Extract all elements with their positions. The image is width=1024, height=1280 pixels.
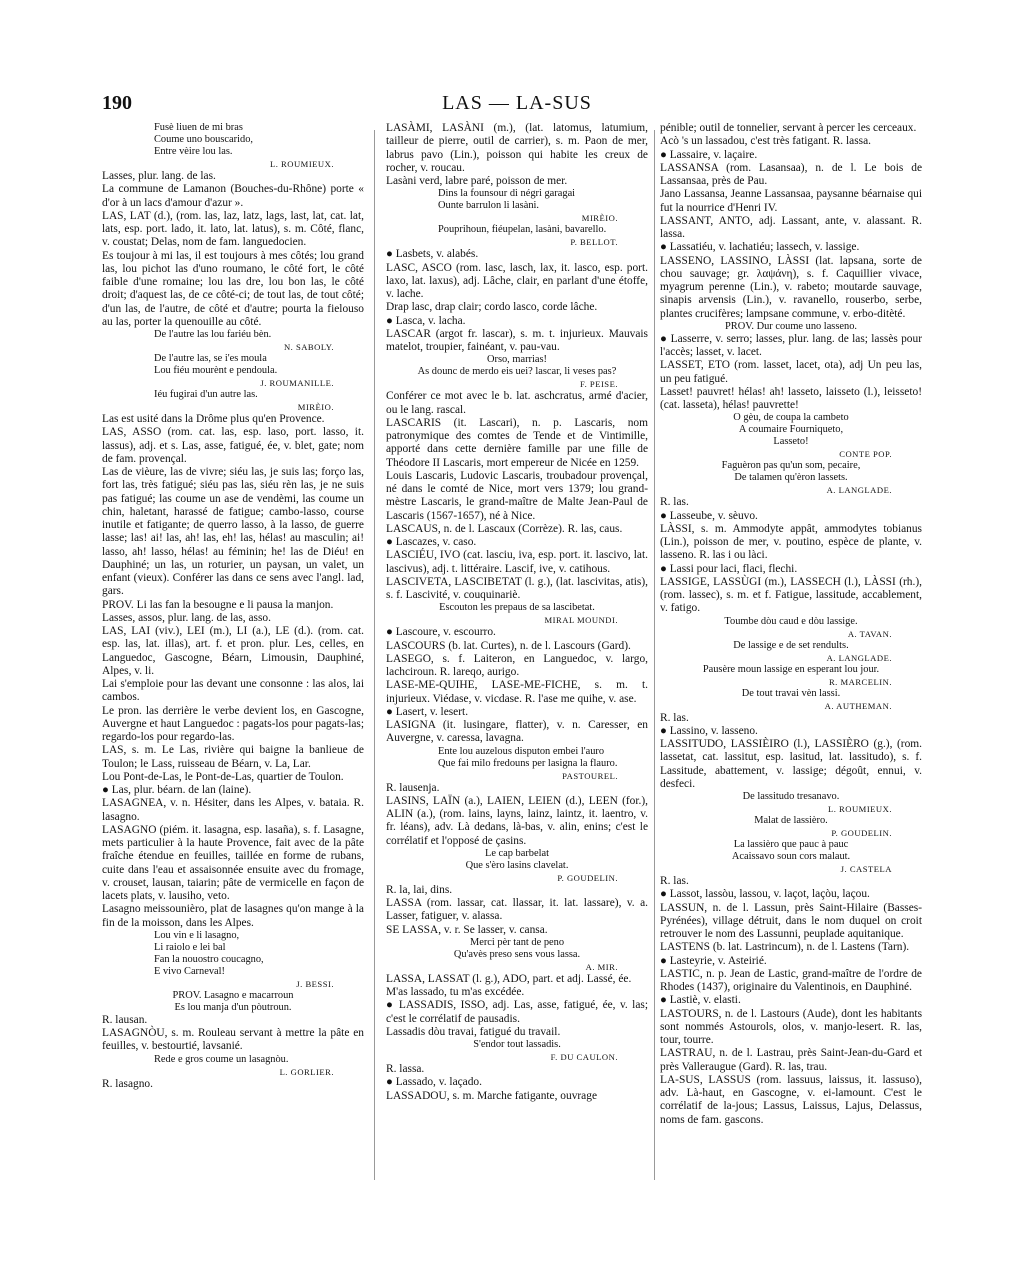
verse-line: O gèu, de coupa la cambeto xyxy=(733,412,849,424)
verse-line: De lassitudo tresanavo. xyxy=(742,791,840,802)
entry-paragraph: Conférer ce mot avec le b. lat. aschcratus, armé d'acier, ou le lang. rascal. xyxy=(386,390,648,416)
entry-paragraph: ● Lascazes, v. caso. xyxy=(386,536,477,548)
entry-paragraph: Lasagno meissounièro, plat de lasagnes qu'on mange à la fin de la moisson, dans les Alpes. xyxy=(102,903,364,929)
citation-author: L. GORLIER. xyxy=(279,1066,334,1077)
citation-author: J. CASTELA xyxy=(840,864,892,874)
entry-paragraph: ● Lascoure, v. escourro. xyxy=(386,626,496,639)
entry-paragraph: ● Lasert, v. lesert. xyxy=(386,705,469,718)
entry-paragraph: LASEGO, s. f. Laiteron, en Languedoc, v. largo, lachciroun. R. lareqo, aurigo. xyxy=(386,652,648,678)
verse-line: Malat de lassièro. xyxy=(754,815,828,826)
entry-paragraph: LASTIC, n. p. Jean de Lastic, grand-maître de l'ordre de Rhodes (1437), originaire du Valentinois, en Dauphiné. xyxy=(660,967,922,993)
entry-paragraph: pénible; outil de tonnelier, servant à percer les cerceaux. xyxy=(660,122,917,134)
entry-paragraph: LASSA (rom. lassar, cat. llassar, it. lat. lassare), v. a. Lasser, fatiguer, v. alassa. xyxy=(386,897,648,923)
entry-paragraph: R. las. xyxy=(660,496,689,509)
verse-line: Ounte barrulon li lasàni. xyxy=(438,200,539,212)
citation-author: MIRÈIO. xyxy=(297,402,334,412)
citation-author: R. MARCELIN. xyxy=(828,676,892,687)
entry-paragraph: Jano Lassansa, Jeanne Lassansaa, paysanne béarnaise qui fut la nourrice d'Henri IV. xyxy=(660,188,922,214)
entry-paragraph: LASCIÉU, IVO (cat. lasciu, iva, esp. port. it. lascivo, lat. lascivus), adj. t. littéraire. Lascif, ive, v. catihous. xyxy=(386,549,648,575)
verse-line: Lasseto! xyxy=(773,436,809,448)
entry-paragraph: R. lassa. xyxy=(386,1063,425,1075)
entry-paragraph: ● Lassado, v. laçado. xyxy=(386,1076,482,1089)
verse-line: Que fai milo fredouns per lasigna la flauro. xyxy=(438,757,618,769)
citation-author: N. SABOLY. xyxy=(283,342,334,352)
entry-paragraph: LA-SUS, LASSUS (rom. lassuus, laissus, it. lassuso), adv. Là-haut, en Gascogne, v. ei-lamount. C'est le corrélatif de la-jous; Lassus, Laissus, Lajus, Delassus, noms de fam. gascons. xyxy=(660,1073,922,1126)
entry-paragraph: LASIGNA (it. lusingare, flatter), v. n. Caresser, en Auvergne, v. caressa, lavagna. xyxy=(386,719,648,745)
verse-line: As dounc de merdo eis uei? lascar, li veses pas? xyxy=(417,366,617,378)
verse-line: A coumaire Fourniqueto, xyxy=(738,424,844,436)
entry-paragraph: Lou Pont-de-Las, le Pont-de-Las, quartier de Toulon. xyxy=(102,770,344,783)
verse-line: La lassièro que pauc à pauc xyxy=(733,839,849,850)
citation-author: MIRAL MOUNDI. xyxy=(544,615,618,626)
verse-line: Lou vin e li lasagno, xyxy=(154,929,240,941)
verse-line: Merci pèr tant de peno xyxy=(469,936,565,948)
entry-paragraph: ● Lasteyrie, v. Asteirié. xyxy=(660,954,767,967)
column-rule-right xyxy=(654,130,655,1180)
entry-paragraph: ● Lasserre, v. serro; lasses, plur. lang. de las; lassès pour l'accès; lasset, v. lacet. xyxy=(660,332,922,358)
citation-author: P. GOUDELIN. xyxy=(557,872,618,883)
verse-line: Ente lou auzelous disputon embei l'auro xyxy=(438,745,605,757)
verse-line: Lou fiéu mourènt e pendoula. xyxy=(154,365,278,376)
verse-line: Pausère moun lassige en esperant lou jour. xyxy=(702,663,880,675)
entry-paragraph: R. las. xyxy=(660,711,689,724)
column-left xyxy=(102,122,364,1091)
verse-line: Pouprihoun, fiéupelan, lasàni, bavarello. xyxy=(438,224,607,236)
verse-line: Faguèron pas qu'un som, pecaire, xyxy=(721,460,861,472)
entry-paragraph: R. lasagno. xyxy=(102,1077,153,1090)
entry-paragraph: ● Lasbets, v. alabés. xyxy=(386,248,479,261)
citation-author: A. LANGLADE. xyxy=(826,485,892,496)
entry-paragraph: LAS, s. m. Le Las, rivière qui baigne la banlieue de Toulon; le Lass, ruisseau de Béarn, v. La, Lar. xyxy=(102,744,364,770)
entry-paragraph: LASTOURS, n. de l. Lastours (Aude), dont les habitants sont nommés Astourols, olos, v. manjo-lesert. R. las, tour, tourre. xyxy=(660,1007,922,1046)
entry-paragraph: LASÀMI, LASÀNI (m.), (lat. latomus, latumium, tailleur de pierre, outil de carrier), s. m. Paon de mer, labrus pavo (Lin.), poisson qui habite les creux de rocher, v. roucau. xyxy=(386,122,648,174)
verse-line: De l'autre las, se i'es moula xyxy=(154,353,267,364)
verse-line: Fan la nouostro coucagno, xyxy=(154,953,264,965)
entry-paragraph: LAS, ASSO (rom. cat. las, esp. laso, port. lasso, it. lassus), adj. et s. Las, asse, fatigué, ée, v. blet, gate; nom de fam. provençal. xyxy=(102,426,364,465)
column-right xyxy=(660,122,922,1127)
entry-paragraph: La commune de Lamanon (Bouches-du-Rhône) porte « d'or à un lacs d'amour d'azur ». xyxy=(102,183,364,209)
citation-author: MIRÈIO. xyxy=(581,213,618,224)
verse-line: De l'autre las lou fariéu bèn. xyxy=(154,329,272,340)
verse-line: E vivo Carneval! xyxy=(154,965,225,977)
column-rule-left xyxy=(374,130,375,1180)
citation-author: A. MIR. xyxy=(585,961,618,972)
entry-paragraph: LASAGNEA, v. n. Hésiter, dans les Alpes, v. bataia. R. lasagno. xyxy=(102,797,364,823)
verse-line: Toumbe dòu caud e dòu lassige. xyxy=(724,615,858,627)
entry-paragraph: ● Lasca, v. lacha. xyxy=(386,314,466,327)
citation-author: F. DU CAULON. xyxy=(550,1052,618,1062)
entry-paragraph: Lasses, assos, plur. lang. de las, asso. xyxy=(102,611,271,624)
entry-paragraph: ● Lassi pour laci, flaci, flechi. xyxy=(660,562,798,575)
entry-paragraph: LAS, LAT (d.), (rom. las, laz, latz, lags, last, lat, cat. lat, lats, esp. port. lado, it. lato, lat. latus), s. m. Côté, flanc, v. coustat; Delas, nom de fam. languedocien. xyxy=(102,209,364,249)
citation-author: L. ROUMIEUX. xyxy=(269,159,334,169)
entry-paragraph: Es toujour à mi las, il est toujours à mes côtés; lou grand las, lou pichot las d'uno roumano, le côté fort, le côté faible d'une romaine; lou las dre, lou bon las, le côté droit; d'aquest las, de ce côté-ci; de tout las, de tout côté; d'un las, de l'autre, de côté et d'autre; pourta la fielouso au las, porter la quenouille au côté. xyxy=(102,249,364,328)
page-number: 190 xyxy=(102,92,132,114)
verse-line: Le cap barbelat xyxy=(484,847,550,859)
running-title: LAS — LA-SUS xyxy=(442,92,592,114)
citation-author: A. TAVAN. xyxy=(847,628,892,639)
entry-paragraph: LASSUN, n. de l. Lassun, près Saint-Hilaire (Basses-Pyrénées), village détruit, dans le nom duquel on croit retrouver le nom des Lassunni, peuplade aquitanique. xyxy=(660,901,922,940)
verse-line: Qu'avès preso sens vous lassa. xyxy=(453,948,581,960)
entry-paragraph: LASINS, LAÏN (a.), LAIEN, LEIEN (d.), LEEN (for.), ALIN (a.), (rom. lains, layns, lainz, laintz, it. laentro, v. fr. léans), adv. Là dedans, là-bas, v. alin, enins; c'est le corrélatif et l'opposé de çasins. xyxy=(386,794,648,847)
entry-paragraph: ● Lasseube, v. sèuvo. xyxy=(660,509,758,522)
entry-paragraph: Drap lasc, drap clair; cordo lasco, corde lâche. xyxy=(386,301,598,314)
verse-line: Entre vèire lou las. xyxy=(154,146,233,157)
citation-author: J. BESSI. xyxy=(296,978,334,989)
verse-line: Coume uno bouscarido, xyxy=(154,134,253,145)
verse-line: Fusè liuen de mi bras xyxy=(154,122,243,133)
entry-paragraph: M'as lassado, tu m'as excédée. xyxy=(386,986,525,998)
entry-paragraph: LASSITUDO, LASSIÈIRO (l.), LASSIÈRO (g.), (rom. lassetat, cat. lassitut, esp. lasitud, lat. lassitudo), s. f. Lassitude, abattement, v. lassige; dégoût, ennui, v. desfeci. xyxy=(660,738,922,790)
entry-paragraph: Lassadis dòu travai, fatigué du travail. xyxy=(386,1025,561,1038)
entry-paragraph: ● Lassino, v. lasseno. xyxy=(660,724,758,737)
entry-paragraph: R. las. xyxy=(660,875,689,887)
entry-paragraph: LÀSSI, s. m. Ammodyte appât, ammodytes tobianus (Lin.), poisson de mer, v. poutino, espèce de plante, v. lasseno. R. las i ou làci. xyxy=(660,522,922,562)
entry-paragraph: R. lausan. xyxy=(102,1013,148,1026)
citation-author: P. GOUDELIN. xyxy=(831,828,892,838)
entry-paragraph: LASSENO, LASSINO, LÀSSI (lat. lapsana, sorte de chou sauvage; gr. λαψάνη), s. f. Caquillier vivace, myagrum perenne (Lin.), v. rabeto; moutarde sauvage, sinapis arvensis (Lin.), v. ravanello, rouserbo, serbe, plantes crucifères; lampsane commune, v. erbo-ditèté. xyxy=(660,254,922,320)
entry-paragraph: LASCARIS (it. Lascari), n. p. Lascaris, nom patronymique des comtes de Tende et de Vintimille, apporté dans cette dernière famille par une fille de Théodore II Lascaris, mort empereur de Nicée en 1259. xyxy=(386,416,648,469)
entry-paragraph: Acò 's un lassadou, c'est très fatigant. R. lassa. xyxy=(660,135,871,148)
entry-paragraph: Lasses, plur. lang. de las. xyxy=(102,170,216,182)
entry-paragraph: LASSANT, ANTO, adj. Lassant, ante, v. alassant. R. lassa. xyxy=(660,214,922,240)
entry-paragraph: Lai s'emploie pour las devant une consonne : las alos, lai cambos. xyxy=(102,678,364,704)
entry-paragraph: LASCIVETA, LASCIBETAT (l. g.), (lat. lascivitas, atis), s. f. Lascivité, v. couquinariè. xyxy=(386,575,648,601)
entry-paragraph: LASTRAU, n. de l. Lastrau, près Saint-Jean-du-Gard et près Valleraugue (Gard). R. las, trau. xyxy=(660,1047,922,1073)
citation-author: J. ROUMANILLE. xyxy=(260,378,334,388)
entry-paragraph: LAS, LAI (viv.), LEI (m.), LI (a.), LE (d.). (rom. cat. esp. las, lat. illas), art. f. et pron. plur. Les, celles, en Languedoc, Gascogne, Béarn, Limousin, Dauphiné, Alpes, v. li. xyxy=(102,625,364,677)
entry-paragraph: LASSADOU, s. m. Marche fatigante, ouvrage xyxy=(386,1089,597,1102)
verse-line: Orso, marrias! xyxy=(486,354,547,366)
page-header xyxy=(102,92,932,116)
entry-paragraph: LASAGNO (piém. it. lasagna, esp. lasaña), s. f. Lasagne, mets particulier à la haute Provence, fait avec de la pâte fraîche étendue en feuilles, taillée en forme de rubans, cuite dans l'eau et assaisonnée ensuite avec du fromage, v. crouset, lausan, taiarin; pâte de vermicelle en façon de lacets plats, v. lausiho, veto. xyxy=(102,823,364,902)
entry-paragraph: SE LASSA, v. r. Se lasser, v. cansa. xyxy=(386,923,548,936)
entry-paragraph: LASC, ASCO (rom. lasc, lasch, lax, it. lasco, esp. port. laxo, lat. laxus), adj. Lâche, clair, en parlant d'une étoffe, v. lache. xyxy=(386,261,648,300)
entry-paragraph: LASCAR (argot fr. lascar), s. m. t. injurieux. Mauvais matelot, troupier, fainéant, v. pau-vau. xyxy=(386,327,648,353)
entry-paragraph: PROV. Li las fan la besougne e li pausa la manjon. xyxy=(102,598,334,611)
verse-line: De tout travai vèn lassi. xyxy=(741,687,841,699)
citation-author: L. ROUMIEUX. xyxy=(827,804,892,814)
entry-paragraph: ● LASSADIS, ISSO, adj. Las, asse, fatigué, ée, v. las; c'est le corrélatif de pausadis. xyxy=(386,999,648,1025)
entry-paragraph: Las de vièure, las de vivre; siéu las, je suis las; forço las, fort las, très fatigué; siéu pas las, siéu rèn las, je ne suis pas fatigué; las coume un ase de vendèmi, las coume un chin, haletant, harassé de fatigue; cambo-lasso, course inutile et fatigante; de querro lasso, à la lasso, de guerre lasse; las! ai! las, ah! las, eh! las, hélas! au masculin; ai! lasso, ah! lasso, hélas! au féminin; he! las de Diéu! en Dauphiné; un las, un roturier, un paysan, un valet, un enfant (vieux). Conférer las dans ce sens avec l'angl. lad, gars. xyxy=(102,466,364,598)
verse-line: De lassige e de set rendults. xyxy=(733,639,849,651)
entry-paragraph: Lasset! pauvret! hélas! ah! lasseto, laisseto (l.), leisseto! (cat. lasseta), hélas! pauvrette! xyxy=(660,385,922,411)
entry-paragraph: Lasàni verd, labre paré, poisson de mer. xyxy=(386,175,568,187)
column-middle xyxy=(386,122,648,1103)
entry-paragraph: ● Lassaire, v. laçaire. xyxy=(660,148,758,161)
entry-paragraph: ● Lassot, lassòu, lassou, v. laçot, laçòu, laçou. xyxy=(660,888,870,901)
entry-paragraph: LASSIGE, LASSÙGI (m.), LASSECH (l.), LÀSSI (rh.), (rom. lassec), s. m. et f. Fatigue, lassitude, accablement, v. fatigo. xyxy=(660,575,922,615)
citation-author: A. LANGLADE. xyxy=(826,652,892,663)
citation-author: CONTE POP. xyxy=(839,449,892,460)
entry-paragraph: LASTENS (b. lat. Lastrincum), n. de l. Lastens (Tarn). xyxy=(660,941,910,954)
verse-line: PROV. Lasagno e macarroun xyxy=(172,989,294,1001)
citation-author: P. BELLOT. xyxy=(570,237,618,248)
entry-paragraph: LASSA, LASSAT (l. g.), ADO, part. et adj. Lassé, ée. xyxy=(386,972,632,985)
verse-line: Dins la founsour di négri garagai xyxy=(438,188,576,200)
citation-author: A. AUTHEMAN. xyxy=(824,700,892,711)
entry-paragraph: R. la, lai, dins. xyxy=(386,883,453,896)
entry-paragraph: LASCOURS (b. lat. Curtes), n. de l. Lascours (Gard). xyxy=(386,639,631,652)
verse-line: Iéu fugirai d'un autre las. xyxy=(154,389,258,400)
entry-paragraph: Le pron. las derrière le verbe devient los, en Gascogne, Auvergne et haut Languedoc : pagats-los pour pagats-las; regardo-los pour regardo-las. xyxy=(102,704,365,743)
verse-line: Rede e gros coume un lasagnòu. xyxy=(154,1053,289,1065)
entry-paragraph: ● Lastiè, v. elasti. xyxy=(660,994,741,1007)
entry-paragraph: Louis Lascaris, Ludovic Lascaris, troubadour provençal, né dans le comté de Nice, mort vers 1379; lou grand-mèstre Lascaris, le grand-maître de Malte Jean-Paul de Lascaris (1567-1657), né à Nice. xyxy=(386,469,648,522)
entry-paragraph: LASCAUS, n. de l. Lascaux (Corrèze). R. las, caus. xyxy=(386,522,623,535)
citation-author: F. PEISE. xyxy=(580,379,618,390)
entry-paragraph: LASAGNÒU, s. m. Rouleau servant à mettre la pâte en feuilles, v. bestourtié, lavsanié. xyxy=(102,1027,364,1053)
verse-line: S'endor tout lassadis. xyxy=(473,1039,561,1050)
verse-line: Li raiolo e lei bal xyxy=(154,941,226,953)
verse-line: Que s'èro lasins clavelat. xyxy=(465,859,569,871)
verse-line: PROV. Dur coume uno lasseno. xyxy=(725,320,857,332)
verse-line: Escouton les prepaus de sa lascibetat. xyxy=(439,602,595,614)
entry-paragraph: ● Las, plur. béarn. de lan (laine). xyxy=(102,784,252,796)
entry-paragraph: LASE-ME-QUIHE, LASE-ME-FICHE, s. m. t. injurieux. Viédase, v. vicdase. R. l'ase me quihe, v. ase. xyxy=(386,679,648,705)
entry-paragraph: LASSANSA (rom. Lasansaa), n. de l. Le bois de Lassansaa, près de Pau. xyxy=(660,161,922,187)
citation-author: PASTOUREL. xyxy=(562,770,618,781)
verse-line: Es lou manja d'un pòutroun. xyxy=(174,1001,292,1013)
verse-line: Acaissavo soun cors malaut. xyxy=(731,851,851,862)
verse-line: De talamen qu'èron lassets. xyxy=(734,472,848,484)
entry-paragraph: Las est usité dans la Drôme plus qu'en Provence. xyxy=(102,413,325,425)
entry-paragraph: R. lausenja. xyxy=(386,781,440,794)
entry-paragraph: LASSET, ETO (rom. lasset, lacet, ota), adj Un peu las, un peu fatigué. xyxy=(660,359,922,385)
entry-paragraph: ● Lassatiéu, v. lachatiéu; lassech, v. lassige. xyxy=(660,241,860,254)
